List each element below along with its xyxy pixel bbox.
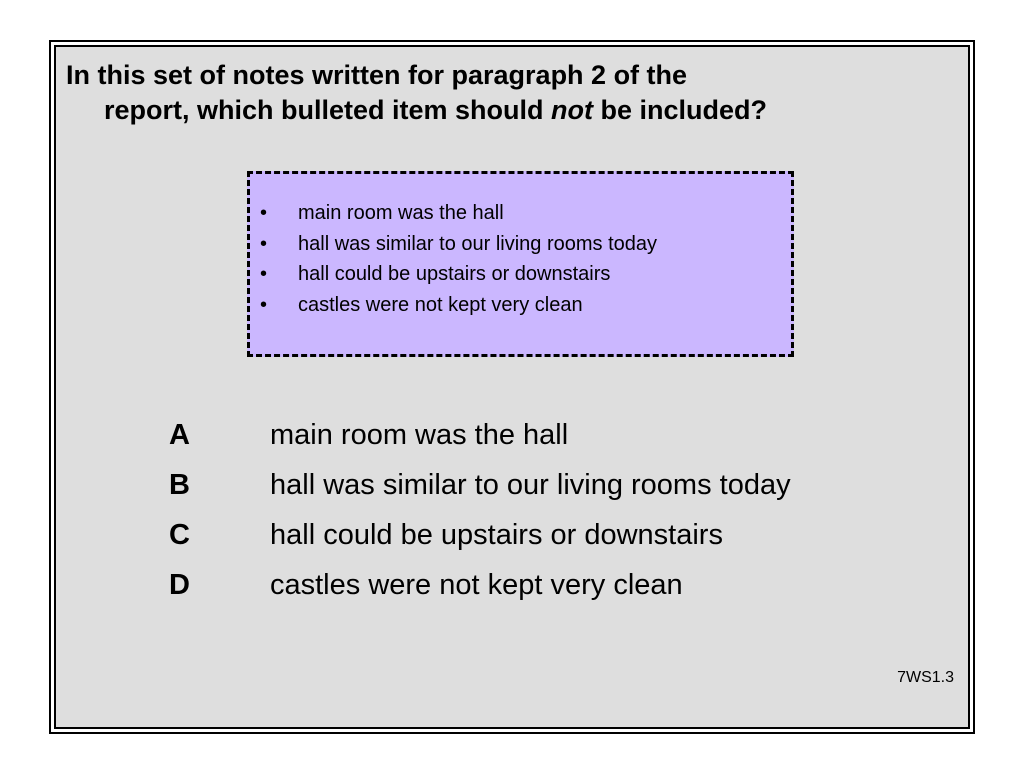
question-line-2 (66, 93, 956, 128)
answer-letter: D (169, 569, 190, 601)
notes-item (260, 229, 657, 260)
notes-item (260, 290, 657, 321)
answer-text: hall could be upstairs or downstairs (270, 519, 723, 551)
notes-item-text: main room was the hall (298, 202, 504, 224)
notes-box (247, 171, 794, 357)
answer-option-d[interactable] (169, 560, 791, 610)
answer-letter: C (169, 519, 190, 551)
reference-code: 7WS1.3 (897, 669, 954, 686)
answer-text: castles were not kept very clean (270, 569, 683, 601)
bullet-icon: • (260, 232, 268, 255)
notes-item-text: castles were not kept very clean (298, 293, 583, 316)
bullet-icon: • (260, 202, 268, 224)
answer-option-b[interactable] (169, 460, 791, 510)
slide-frame (49, 40, 975, 734)
notes-item (260, 259, 657, 290)
answer-option-a[interactable] (169, 410, 791, 460)
answer-letter: B (169, 469, 190, 501)
question-line-2-start: report, which bulleted item should (104, 95, 552, 125)
answer-options (169, 410, 791, 610)
bullet-icon: • (260, 293, 268, 316)
answer-option-c[interactable] (169, 510, 791, 560)
notes-item (260, 198, 657, 229)
bullet-icon: • (260, 263, 268, 285)
answer-letter: A (169, 419, 190, 451)
question-line-1: In this set of notes written for paragraph 2 of the (66, 60, 688, 90)
answer-text: main room was the hall (270, 419, 569, 451)
question-emphasis: not (551, 95, 594, 125)
answer-text: hall was similar to our living rooms today (270, 469, 791, 501)
question-line-2-end: be included? (593, 95, 768, 125)
notes-item-text: hall was similar to our living rooms today (298, 232, 658, 255)
notes-item-text: hall could be upstairs or downstairs (298, 263, 611, 285)
question-text (66, 58, 956, 128)
slide-panel (54, 45, 970, 729)
notes-list (260, 198, 657, 320)
